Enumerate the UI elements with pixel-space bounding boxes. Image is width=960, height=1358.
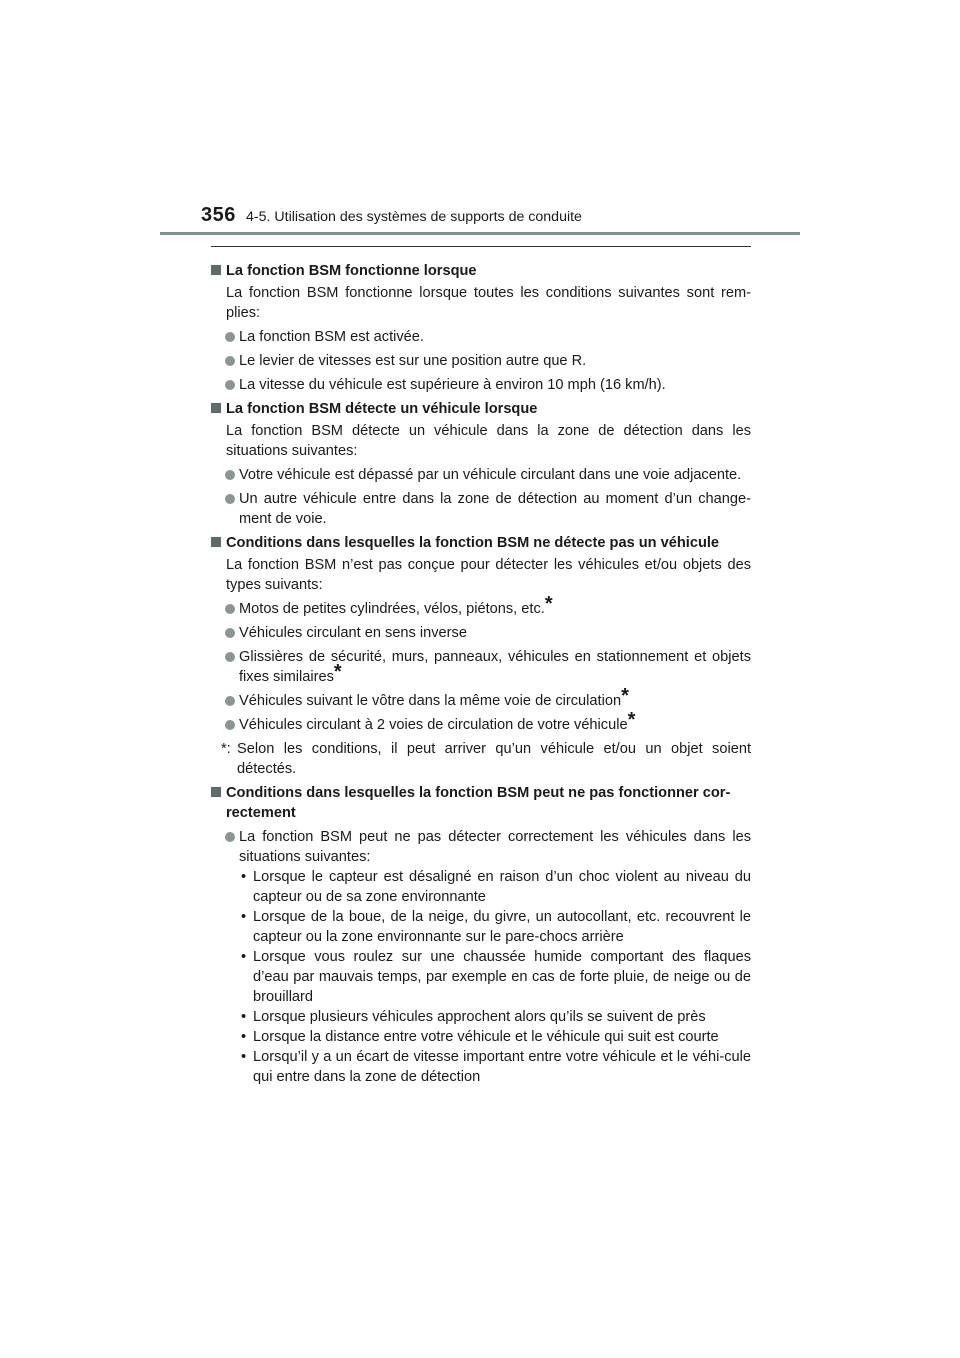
sub-list-item: • Lorsque la distance entre votre véhicule et le véhicule qui suit est courte bbox=[241, 1029, 719, 1045]
round-bullet-icon bbox=[225, 720, 235, 730]
small-bullet-icon: • bbox=[241, 1009, 247, 1025]
footnote-star: * bbox=[333, 661, 342, 683]
sub-list-item: • Lorsque plusieurs véhicules approchent alors qu’ils se suivent de près bbox=[241, 1009, 706, 1025]
section-title: Conditions dans lesquelles la fonction BSM ne détecte pas un véhicule bbox=[211, 533, 751, 553]
round-bullet-icon bbox=[225, 628, 235, 638]
section-intro: La fonction BSM n’est pas conçue pour détecter les véhicules et/ou objets des types suivants: bbox=[226, 557, 751, 593]
small-bullet-icon: • bbox=[241, 909, 247, 925]
sub-list-item: • Lorsque de la boue, de la neige, du givre, un autocollant, etc. recouvrent le capteur ou la zone environnante sur le pare-chocs arrière bbox=[241, 909, 751, 945]
sub-list-item: • Lorsque le capteur est désaligné en raison d’un choc violent au niveau du capteur ou de sa zone environnante bbox=[241, 869, 751, 905]
list-item: Motos de petites cylindrées, vélos, piétons, etc.* bbox=[211, 599, 751, 619]
section-intro: La fonction BSM détecte un véhicule dans la zone de détection dans les situations suivantes: bbox=[226, 423, 751, 459]
list-item: Le levier de vitesses est sur une position autre que R. bbox=[211, 351, 751, 371]
square-bullet-icon bbox=[211, 265, 221, 275]
section-title: La fonction BSM fonctionne lorsque bbox=[211, 261, 751, 281]
list-item: La vitesse du véhicule est supérieure à environ 10 mph (16 km/h). bbox=[211, 375, 751, 395]
round-bullet-icon bbox=[225, 604, 235, 614]
section-bsm-not-detect bbox=[211, 533, 751, 779]
round-bullet-icon bbox=[225, 356, 235, 366]
list-item: La fonction BSM peut ne pas détecter correctement les véhicules dans les situations suivantes: bbox=[211, 827, 751, 867]
footnote-star: * bbox=[627, 709, 636, 731]
list-item: Véhicules suivant le vôtre dans la même voie de circulation* bbox=[211, 691, 751, 711]
chapter-title: 4-5. Utilisation des systèmes de supports de conduite bbox=[246, 209, 582, 225]
footnote-star: * bbox=[544, 593, 553, 615]
round-bullet-icon bbox=[225, 652, 235, 662]
footnote-mark: *: bbox=[221, 741, 231, 757]
section-title: Conditions dans lesquelles la fonction BSM peut ne pas fonctionner cor-rectement bbox=[211, 783, 751, 823]
sub-list-item: • Lorsque vous roulez sur une chaussée humide comportant des flaques d’eau par mauvais temps, par exemple en cas de forte pluie, de neige ou de brouillard bbox=[241, 949, 751, 1005]
small-bullet-icon: • bbox=[241, 1049, 247, 1065]
section-bsm-operates bbox=[211, 261, 751, 395]
section-bsm-may-not-function bbox=[211, 783, 751, 1087]
small-bullet-icon: • bbox=[241, 949, 247, 965]
round-bullet-icon bbox=[225, 470, 235, 480]
round-bullet-icon bbox=[225, 832, 235, 842]
footnote: *: Selon les conditions, il peut arriver qu’un véhicule et/ou un objet soient détectés. bbox=[221, 741, 751, 777]
small-bullet-icon: • bbox=[241, 1029, 247, 1045]
square-bullet-icon bbox=[211, 403, 221, 413]
round-bullet-icon bbox=[225, 332, 235, 342]
section-bsm-detects bbox=[211, 399, 751, 529]
header-rule bbox=[160, 232, 800, 235]
round-bullet-icon bbox=[225, 380, 235, 390]
sub-list-item: • Lorsqu’il y a un écart de vitesse important entre votre véhicule et le véhi-cule qui entre dans la zone de détection bbox=[241, 1049, 751, 1085]
page-content bbox=[211, 246, 751, 1087]
section-title: La fonction BSM détecte un véhicule lorsque bbox=[211, 399, 751, 419]
square-bullet-icon bbox=[211, 787, 221, 797]
list-item: Glissières de sécurité, murs, panneaux, véhicules en stationnement et objets fixes similaires* bbox=[211, 647, 751, 687]
section-intro: La fonction BSM fonctionne lorsque toutes les conditions suivantes sont rem-plies: bbox=[226, 285, 751, 321]
square-bullet-icon bbox=[211, 537, 221, 547]
list-item: Véhicules circulant en sens inverse bbox=[211, 623, 751, 643]
small-bullet-icon: • bbox=[241, 869, 247, 885]
round-bullet-icon bbox=[225, 494, 235, 504]
footnote-star: * bbox=[621, 685, 629, 707]
round-bullet-icon bbox=[225, 696, 235, 706]
page-number: 356 bbox=[201, 204, 236, 226]
list-item: La fonction BSM est activée. bbox=[211, 327, 751, 347]
list-item: Un autre véhicule entre dans la zone de détection au moment d’un change-ment de voie. bbox=[211, 489, 751, 529]
list-item: Votre véhicule est dépassé par un véhicule circulant dans une voie adjacente. bbox=[211, 465, 751, 485]
list-item: Véhicules circulant à 2 voies de circulation de votre véhicule* bbox=[211, 715, 751, 735]
